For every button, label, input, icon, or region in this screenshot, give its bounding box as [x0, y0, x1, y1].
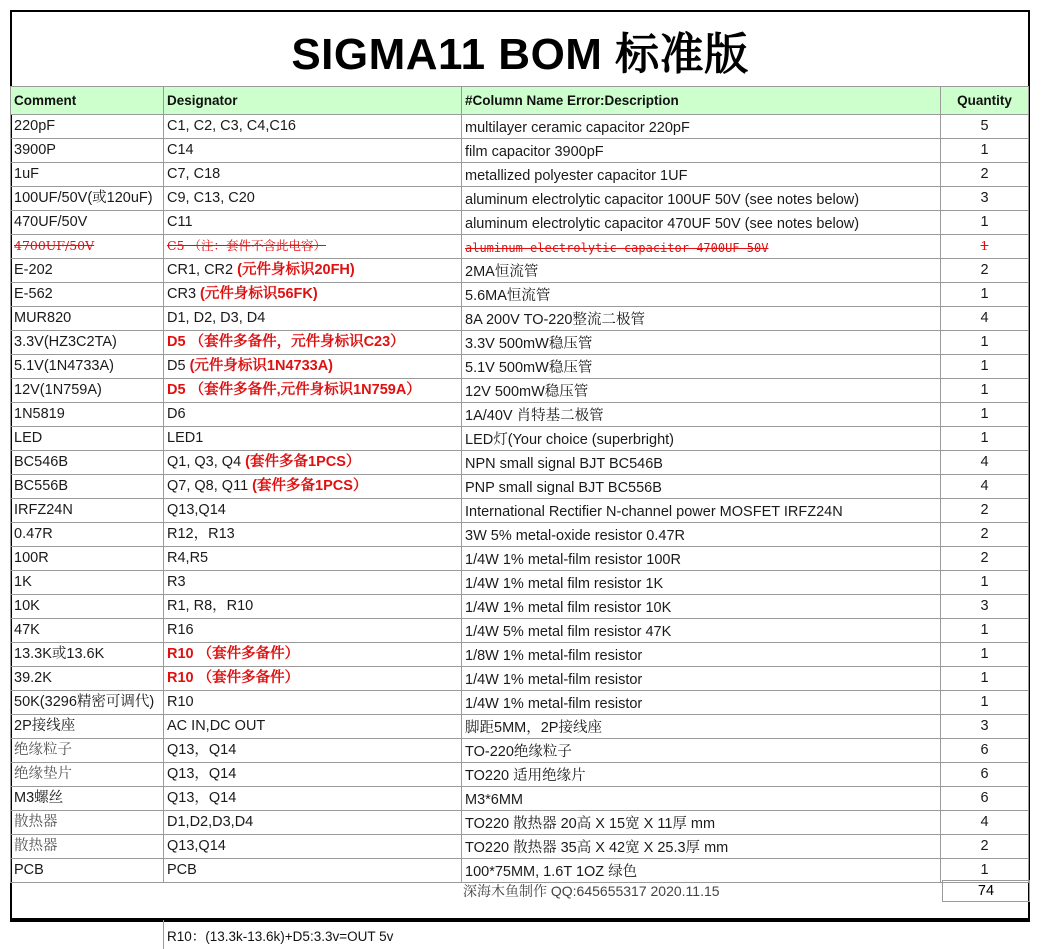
cell-comment: LED: [10, 427, 164, 451]
cell-designator: [164, 715, 462, 739]
table-row: [10, 355, 1029, 379]
cell-quantity: 3: [941, 715, 1029, 739]
designator-text: C7, C18: [167, 166, 221, 182]
table-row: [10, 259, 1029, 283]
table-row: [10, 211, 1029, 235]
designator-note: (元件身标识1N4733A): [189, 358, 333, 374]
cell-description: aluminum electrolytic capacitor 100UF 50V (see notes below): [462, 187, 941, 211]
cell-description: PNP small signal BJT BC556B: [462, 475, 941, 499]
cell-description: International Rectifier N-channel power MOSFET IRFZ24N: [462, 499, 941, 523]
cell-quantity: 1: [941, 403, 1029, 427]
table-row: [10, 787, 1029, 811]
maker-note: 深海木鱼制作 QQ:645655317 2020.11.15: [463, 883, 720, 899]
designator-text: D6: [167, 406, 186, 422]
cell-description: M3*6MM: [462, 787, 941, 811]
header-description: #Column Name Error:Description: [462, 86, 941, 115]
cell-designator: [164, 379, 462, 403]
cell-comment: 4700UF/50V: [10, 235, 164, 259]
table-row: [10, 499, 1029, 523]
cell-designator: [164, 331, 462, 355]
cell-designator: [164, 235, 462, 259]
cell-designator: [164, 283, 462, 307]
designator-text: C14: [167, 142, 194, 158]
cell-quantity: 4: [941, 811, 1029, 835]
cell-designator: [164, 571, 462, 595]
cell-designator: [164, 643, 462, 667]
cell-comment: 3900P: [10, 139, 164, 163]
designator-text: Q13,Q14: [167, 502, 226, 518]
cell-quantity: 3: [941, 187, 1029, 211]
cell-comment: PCB: [10, 859, 164, 883]
cell-comment: 1uF: [10, 163, 164, 187]
cell-comment: BC546B: [10, 451, 164, 475]
cell-description: TO-220绝缘粒子: [462, 739, 941, 763]
table-row: [10, 523, 1029, 547]
designator-text: Q13，Q14: [167, 766, 237, 782]
cell-designator: [164, 547, 462, 571]
designator-note: (套件多备1PCS）: [252, 478, 368, 494]
designator-note: (元件身标识20FH): [237, 262, 355, 278]
table-row: [10, 235, 1029, 259]
designator-note: R10 （套件多备件）: [167, 646, 300, 662]
cell-quantity: 2: [941, 523, 1029, 547]
designator-text: D1, D2, D3, D4: [167, 310, 266, 326]
cell-quantity: 6: [941, 763, 1029, 787]
cell-description: metallized polyester capacitor 1UF: [462, 163, 941, 187]
table-row: [10, 859, 1029, 883]
cell-comment: 1N5819: [10, 403, 164, 427]
cell-description: 1/4W 5% metal film resistor 47K: [462, 619, 941, 643]
cell-quantity: 1: [941, 355, 1029, 379]
designator-text: CR3: [167, 286, 201, 302]
table-row: [10, 307, 1029, 331]
cell-comment: E-202: [10, 259, 164, 283]
designator-note: R10 （套件多备件）: [167, 670, 300, 686]
cell-comment: 绝缘垫片: [10, 763, 164, 787]
table-row: [10, 715, 1029, 739]
cell-quantity: 1: [941, 691, 1029, 715]
cell-designator: [164, 595, 462, 619]
total-quantity: 74: [942, 880, 1030, 902]
cell-designator: [164, 187, 462, 211]
table-row: [10, 691, 1029, 715]
table-row: [10, 427, 1029, 451]
cell-designator: [164, 259, 462, 283]
designator-text: Q1, Q3, Q4: [167, 454, 246, 470]
designator-text: AC IN,DC OUT: [167, 718, 266, 734]
table-header: [10, 86, 1029, 115]
table-row: [10, 667, 1029, 691]
cell-description: 12V 500mW稳压管: [462, 379, 941, 403]
cell-description: 100*75MM, 1.6T 1OZ 绿色: [462, 859, 941, 883]
cell-comment: IRFZ24N: [10, 499, 164, 523]
header-designator: Designator: [164, 86, 462, 115]
table-row: [10, 283, 1029, 307]
cell-quantity: 2: [941, 835, 1029, 859]
cell-quantity: 2: [941, 547, 1029, 571]
designator-text: CR1, CR2: [167, 262, 238, 278]
cell-description: 1/4W 1% metal-film resistor 100R: [462, 547, 941, 571]
designator-text: Q7, Q8, Q11: [167, 478, 253, 494]
cell-comment: 50K(3296精密可调代): [10, 691, 164, 715]
cell-description: NPN small signal BJT BC546B: [462, 451, 941, 475]
designator-text: Q13，Q14: [167, 742, 237, 758]
cell-description: 1/4W 1% metal film resistor 1K: [462, 571, 941, 595]
cell-description: 1/4W 1% metal film resistor 10K: [462, 595, 941, 619]
cell-designator: [164, 523, 462, 547]
page-title: SIGMA11 BOM 标准版: [291, 30, 749, 79]
cell-description: 1A/40V 肖特基二极管: [462, 403, 941, 427]
header-comment: Comment: [10, 86, 164, 115]
cell-quantity: 6: [941, 739, 1029, 763]
table-row: [10, 379, 1029, 403]
cell-designator: [164, 163, 462, 187]
cell-description: 8A 200V TO-220整流二极管: [462, 307, 941, 331]
cell-description: aluminum electrolytic capacitor 470UF 50V (see notes below): [462, 211, 941, 235]
cell-description: 2MA恒流管: [462, 259, 941, 283]
cell-designator: [164, 619, 462, 643]
cell-designator: [164, 355, 462, 379]
cell-description: 1/8W 1% metal-film resistor: [462, 643, 941, 667]
cell-comment: M3螺丝: [10, 787, 164, 811]
cell-description: film capacitor 3900pF: [462, 139, 941, 163]
cell-description: 3W 5% metal-oxide resistor 0.47R: [462, 523, 941, 547]
cell-description: 3.3V 500mW稳压管: [462, 331, 941, 355]
table-row: [10, 331, 1029, 355]
cell-quantity: 1: [941, 643, 1029, 667]
cell-designator: [164, 691, 462, 715]
cell-quantity: 1: [941, 235, 1029, 259]
cell-designator: [164, 475, 462, 499]
table-row: [10, 547, 1029, 571]
cell-comment: 100UF/50V(或120uF): [10, 187, 164, 211]
designator-text: D1,D2,D3,D4: [167, 814, 254, 830]
cell-description: TO220 散热器 35高 X 42宽 X 25.3厚 mm: [462, 835, 941, 859]
cell-description: TO220 散热器 20高 X 15宽 X 11厚 mm: [462, 811, 941, 835]
cell-quantity: 2: [941, 163, 1029, 187]
cell-comment: 散热器: [10, 811, 164, 835]
cell-quantity: 1: [941, 283, 1029, 307]
cell-comment: 470UF/50V: [10, 211, 164, 235]
cell-quantity: 1: [941, 859, 1029, 883]
designator-text: R10: [167, 694, 194, 710]
table-row: [10, 571, 1029, 595]
bottom-divider: [163, 920, 164, 949]
cell-quantity: 4: [941, 451, 1029, 475]
designator-text: R1, R8，R10: [167, 598, 254, 614]
cell-quantity: 2: [941, 259, 1029, 283]
cell-comment: 12V(1N759A): [10, 379, 164, 403]
cell-quantity: 6: [941, 787, 1029, 811]
cell-comment: 10K: [10, 595, 164, 619]
cell-description: 脚距5MM，2P接线座: [462, 715, 941, 739]
cell-quantity: 1: [941, 139, 1029, 163]
cell-comment: 1K: [10, 571, 164, 595]
cell-designator: [164, 787, 462, 811]
designator-note: D5 （套件多备件,元件身标识1N759A）: [167, 382, 421, 398]
designator-text: C1, C2, C3, C4,C16: [167, 118, 296, 134]
cell-designator: [164, 115, 462, 139]
header-quantity: Quantity: [941, 86, 1029, 115]
cell-quantity: 1: [941, 331, 1029, 355]
table-row: [10, 475, 1029, 499]
designator-text: D5: [167, 358, 190, 374]
designator-text: Q13,Q14: [167, 838, 226, 854]
cell-comment: 100R: [10, 547, 164, 571]
cell-comment: MUR820: [10, 307, 164, 331]
cell-description: 5.6MA恒流管: [462, 283, 941, 307]
formula-note: R10：(13.3k-13.6k)+D5:3.3v=OUT 5v: [167, 929, 394, 944]
table-row: [10, 643, 1029, 667]
cell-description: aluminum electrolytic capacitor 4700UF 50V: [462, 235, 941, 259]
cell-quantity: 1: [941, 211, 1029, 235]
cell-designator: [164, 667, 462, 691]
cell-quantity: 4: [941, 475, 1029, 499]
cell-quantity: 5: [941, 115, 1029, 139]
designator-text: R12，R13: [167, 526, 235, 542]
table-row: [10, 619, 1029, 643]
cell-description: multilayer ceramic capacitor 220pF: [462, 115, 941, 139]
cell-quantity: 1: [941, 379, 1029, 403]
cell-quantity: 2: [941, 499, 1029, 523]
cell-comment: 散热器: [10, 835, 164, 859]
cell-comment: 绝缘粒子: [10, 739, 164, 763]
cell-description: TO220 适用绝缘片: [462, 763, 941, 787]
cell-designator: [164, 739, 462, 763]
table-row: [10, 595, 1029, 619]
cell-quantity: 1: [941, 667, 1029, 691]
cell-comment: 47K: [10, 619, 164, 643]
designator-note: D5 （套件多备件，元件身标识C23）: [167, 334, 405, 350]
cell-quantity: 1: [941, 571, 1029, 595]
cell-comment: BC556B: [10, 475, 164, 499]
designator-note: (套件多备1PCS）: [245, 454, 361, 470]
designator-note: (元件身标识56FK): [200, 286, 318, 302]
table-row: [10, 763, 1029, 787]
cell-quantity: 3: [941, 595, 1029, 619]
table-row: [10, 451, 1029, 475]
designator-text: Q13，Q14: [167, 790, 237, 806]
cell-description: 1/4W 1% metal-film resistor: [462, 691, 941, 715]
cell-designator: [164, 403, 462, 427]
cell-comment: 3.3V(HZ3C2TA): [10, 331, 164, 355]
designator-text: R3: [167, 574, 186, 590]
cell-quantity: 1: [941, 619, 1029, 643]
designator-text: C9, C13, C20: [167, 190, 255, 206]
cell-designator: [164, 859, 462, 883]
cell-designator: [164, 451, 462, 475]
cell-designator: [164, 211, 462, 235]
cell-description: 1/4W 1% metal-film resistor: [462, 667, 941, 691]
table-row: [10, 139, 1029, 163]
cell-comment: 13.3K或13.6K: [10, 643, 164, 667]
table-row: [10, 835, 1029, 859]
designator-text: PCB: [167, 862, 197, 878]
cell-designator: [164, 499, 462, 523]
designator-text: C11: [167, 214, 193, 230]
table-row: [10, 403, 1029, 427]
cell-designator: [164, 139, 462, 163]
cell-comment: 220pF: [10, 115, 164, 139]
table-row: [10, 163, 1029, 187]
cell-description: LED灯(Your choice (superbright): [462, 427, 941, 451]
cell-designator: [164, 307, 462, 331]
table-row: [10, 811, 1029, 835]
designator-text: R4,R5: [167, 550, 209, 566]
cell-comment: 5.1V(1N4733A): [10, 355, 164, 379]
cell-comment: E-562: [10, 283, 164, 307]
cell-designator: [164, 835, 462, 859]
cell-designator: [164, 427, 462, 451]
designator-text: LED1: [167, 430, 204, 446]
table-row: [10, 739, 1029, 763]
cell-quantity: 1: [941, 427, 1029, 451]
table-row: [10, 115, 1029, 139]
cell-comment: 2P接线座: [10, 715, 164, 739]
cell-designator: [164, 811, 462, 835]
cell-comment: 39.2K: [10, 667, 164, 691]
designator-text: R16: [167, 622, 194, 638]
designator-text: C5 （注：套件不含此电容）: [167, 238, 326, 253]
cell-comment: 0.47R: [10, 523, 164, 547]
cell-description: 5.1V 500mW稳压管: [462, 355, 941, 379]
table-row: [10, 187, 1029, 211]
cell-designator: [164, 763, 462, 787]
cell-quantity: 4: [941, 307, 1029, 331]
